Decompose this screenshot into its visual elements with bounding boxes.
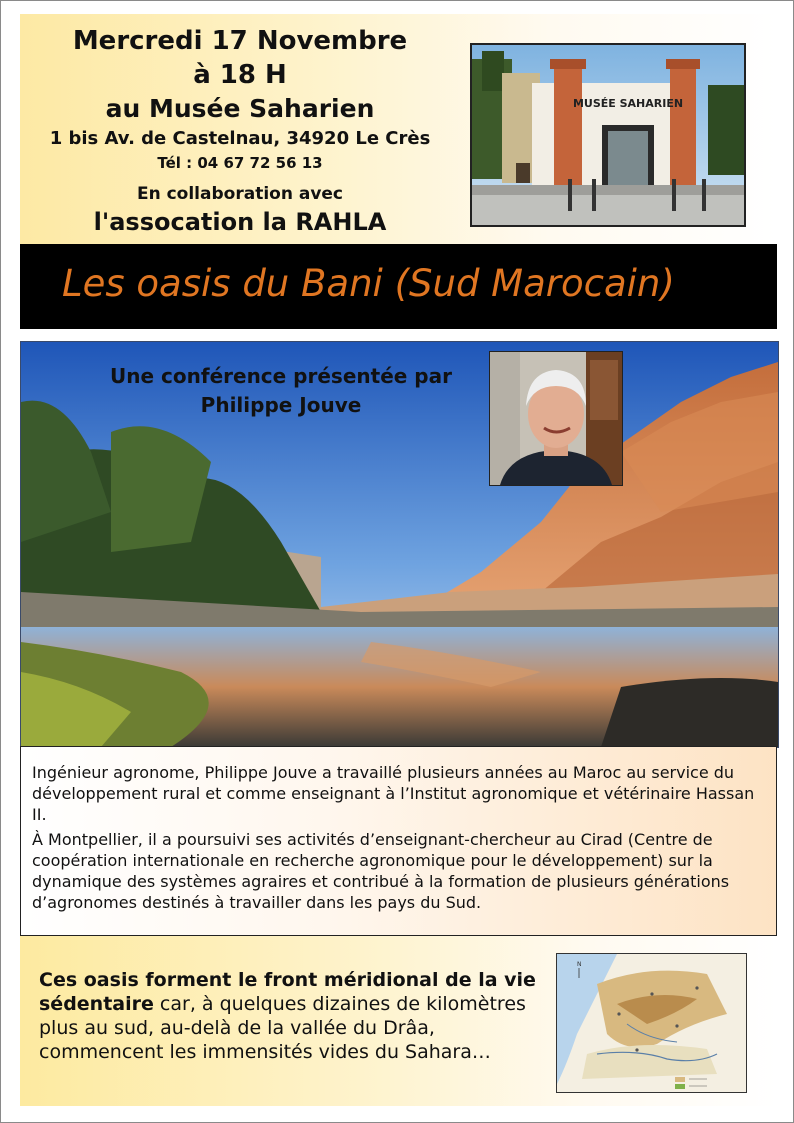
description-text [39, 968, 539, 1064]
conference-title: Les oasis du Bani (Sud Marocain) [62, 262, 675, 305]
bio-paragraph-1: Ingénieur agronome, Philippe Jouve a travaillé plusieurs années au Maroc au service du développement rural et comme enseignant à l’Institut agronomique et vétérinaire Hassan II. [32, 763, 755, 824]
museum-sign-text: MUSÉE SAHARIEN [572, 97, 684, 110]
museum-photo [470, 43, 746, 227]
event-header [20, 14, 777, 244]
speaker-biography [20, 746, 777, 936]
bio-paragraph-2: À Montpellier, il a poursuivi ses activités d’enseignant-chercheur au Cirad (Centre de coopération internationale en recherche agronomique pour le développement) sur la dynamique des systèmes agraires et contribué à la formation de plusieurs générations d’agronomes destinés à travailler dans les pays du Sud. [32, 830, 730, 912]
speaker-portrait [489, 351, 623, 486]
speaker-name: Philippe Jouve [200, 393, 362, 417]
event-time: à 18 H [193, 60, 287, 90]
event-address: 1 bis Av. de Castelnau, 34920 Le Crès [49, 128, 431, 149]
description-highlight: Ces oasis forment le front méridional de la vie sédentaire [39, 969, 536, 1015]
conference-subtitle [81, 362, 481, 420]
svg-text:N: N [577, 961, 582, 968]
event-phone: Tél : 04 67 72 56 13 [157, 154, 323, 172]
oasis-map [556, 953, 747, 1093]
title-band [20, 244, 777, 329]
subtitle-line-1: Une conférence présentée par [110, 364, 452, 388]
oasis-landscape-photo [20, 341, 779, 748]
collaboration-partner: l'assocation la RAHLA [93, 208, 387, 236]
event-date: Mercredi 17 Novembre [72, 26, 408, 56]
oasis-description [20, 936, 777, 1106]
event-venue: au Musée Saharien [105, 94, 375, 123]
description-body: car, à quelques dizaines de kilomètres plus au sud, au-delà de la vallée du Drâa, commencent les immensités vides du Sahara… [39, 993, 526, 1063]
collaboration-label: En collaboration avec [136, 184, 344, 204]
